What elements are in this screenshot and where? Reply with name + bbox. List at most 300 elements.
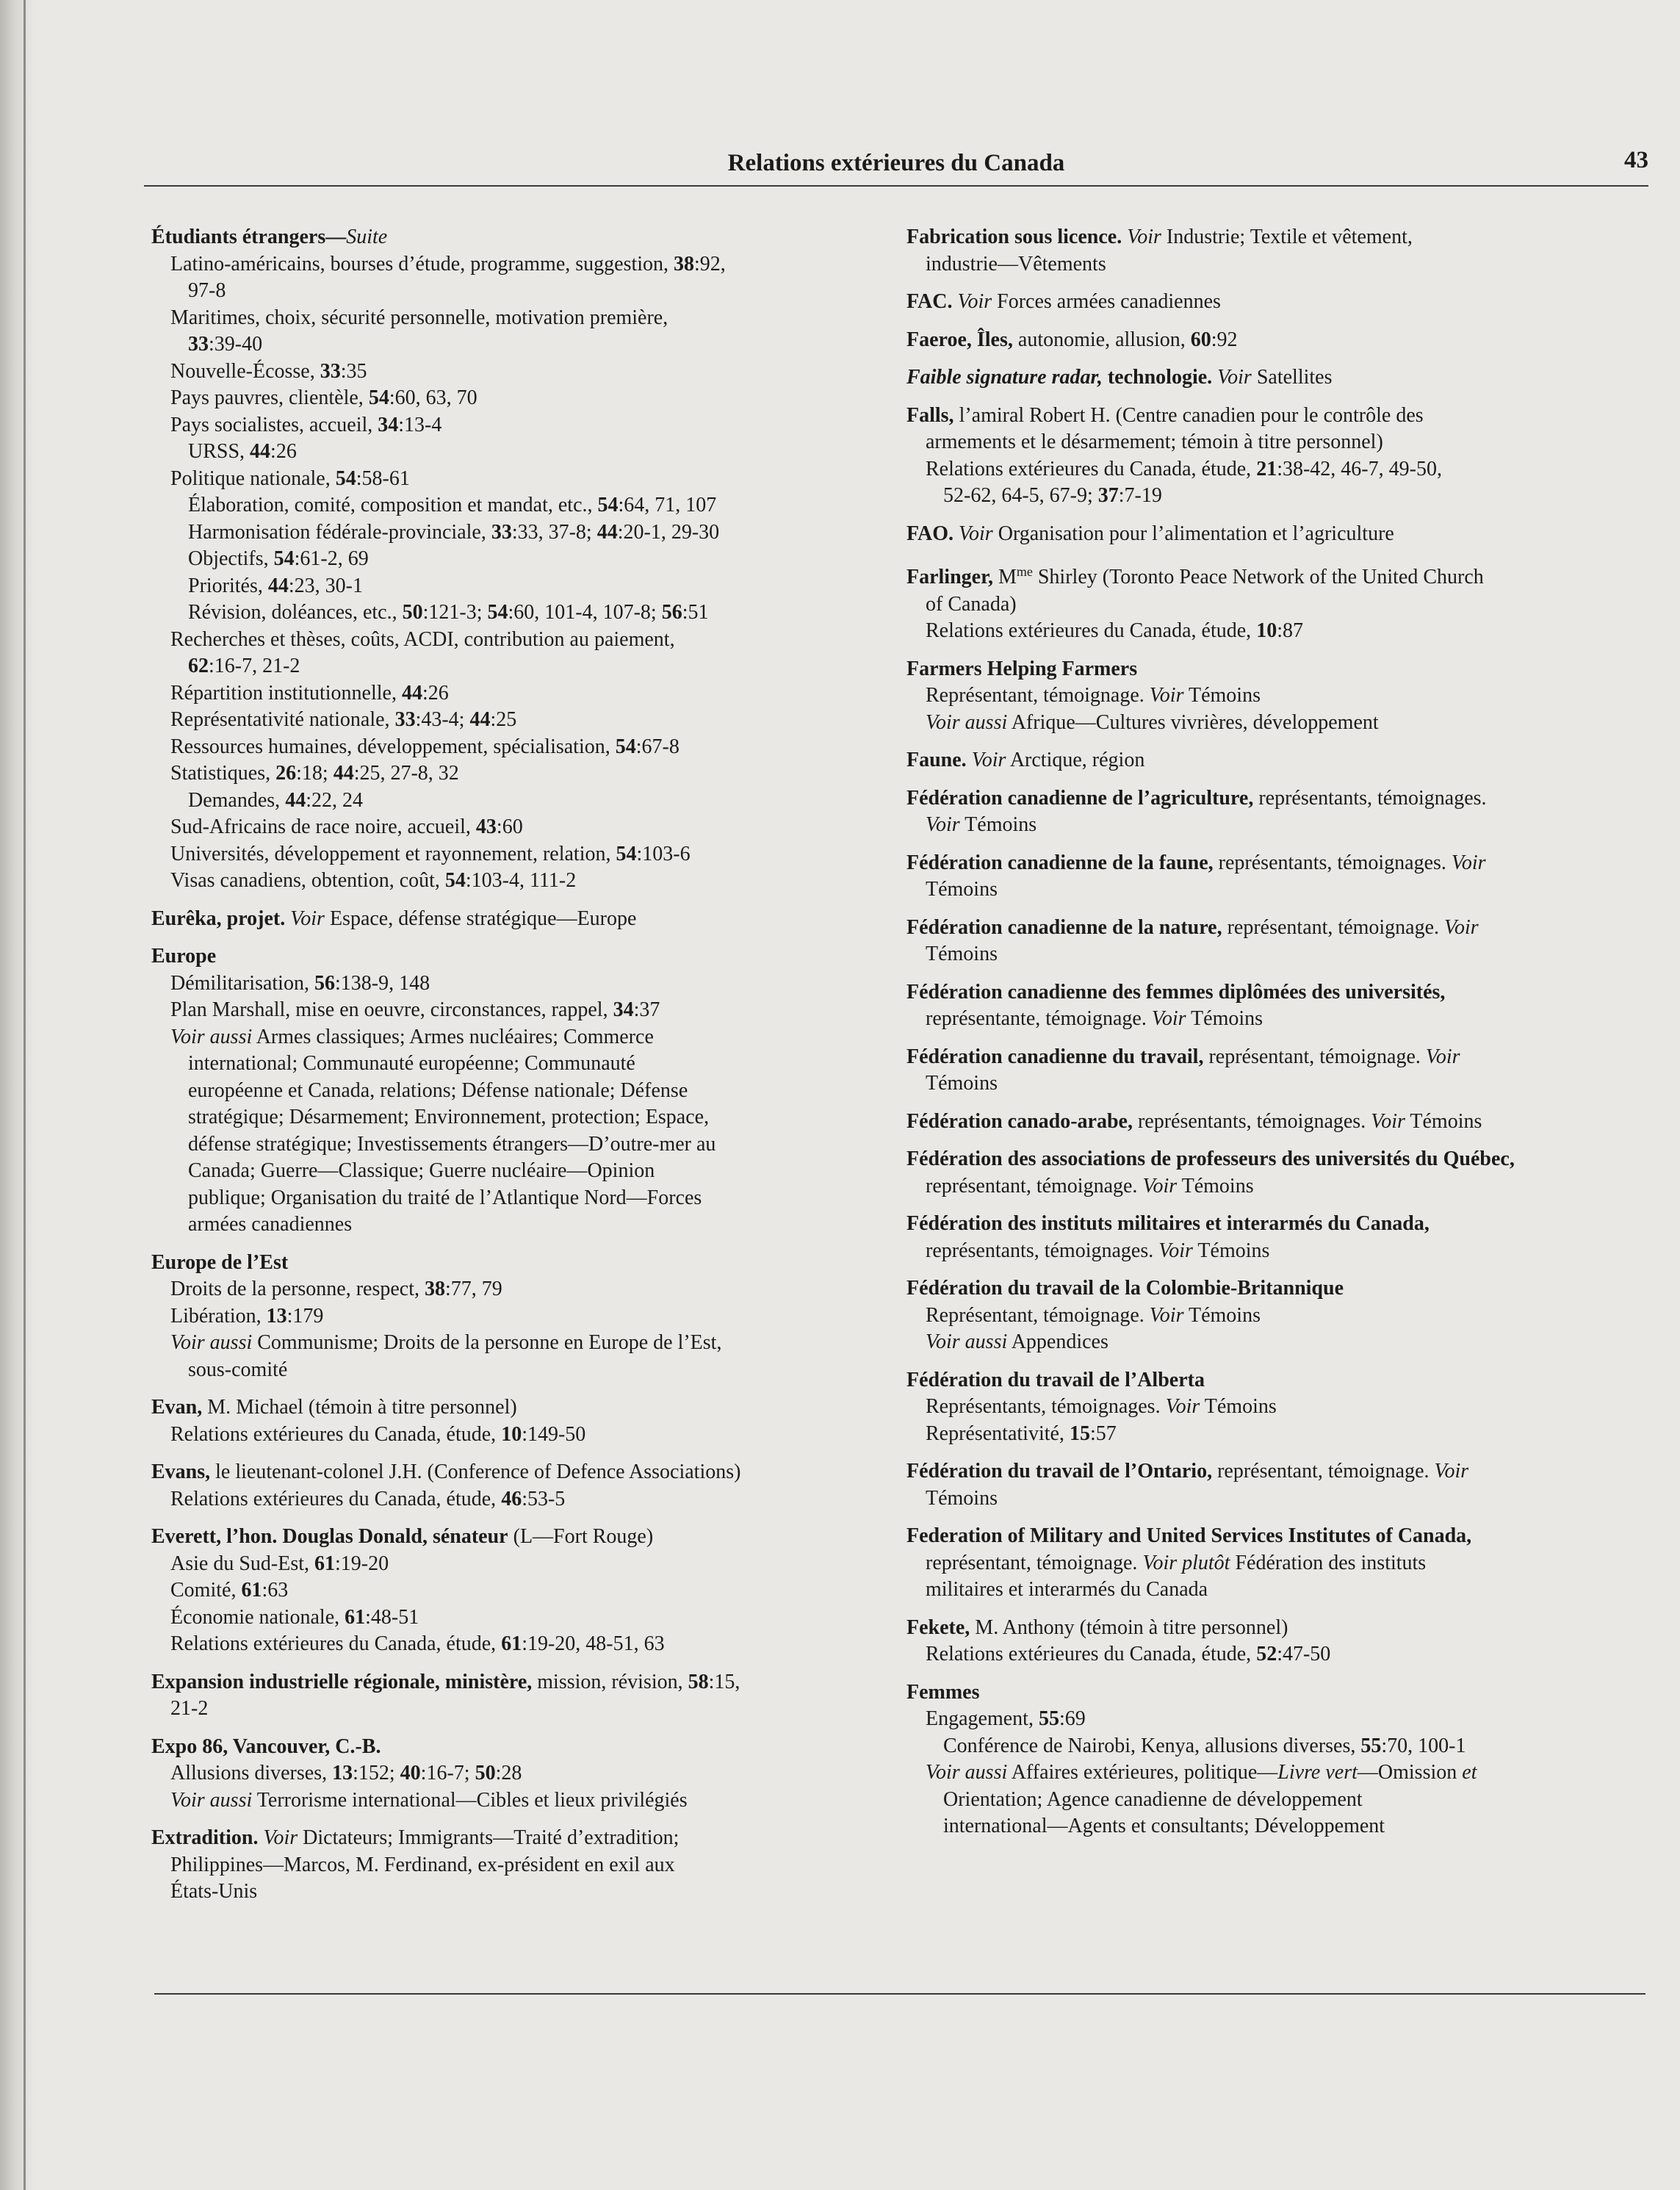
index-entry-line [906,618,1652,645]
index-term-bold: FAC. [906,290,953,313]
index-term-bold: Europe de l’Est [151,1250,289,1274]
index-term-italic: Voir [290,907,325,930]
index-term-bold: 62 [188,655,209,677]
index-text: Maritimes, choix, sécurité personnelle, motivation première, [170,306,668,329]
index-term-bold: 60 [1190,328,1211,351]
index-text: Témoins [1405,1109,1482,1133]
index-entry-line [906,429,1652,456]
index-entry-line [906,1211,1652,1238]
index-text: :25 [490,708,517,731]
index-text: :121-3; [422,601,488,624]
index-text: Témoins [1186,1007,1263,1030]
index-term-italic: Voir [1425,1045,1460,1068]
index-entry [906,1458,1652,1512]
index-text: Relations extérieures du Canada, étude, [170,1487,502,1510]
index-term-italic: Voir [959,522,993,545]
page-spine-line [24,0,26,2190]
index-term-bold: 15 [1069,1422,1090,1445]
index-text: Témoins [959,813,1037,836]
index-text: :60, 101-4, 107-8; [508,601,662,624]
index-term-bold: 52 [1256,1643,1277,1665]
index-entry-line [151,466,893,493]
index-text: Témoins [1200,1395,1277,1418]
index-term-bold: Fédération du travail de l’Ontario, [906,1460,1213,1483]
index-text: Industrie; Textile et vêtement, [1161,226,1413,248]
index-entry-line [906,1733,1652,1760]
index-entry-line [906,289,1652,316]
index-entry-line [906,1550,1652,1577]
index-entry-line [151,359,893,386]
index-entry-line [151,573,893,600]
index-entry [151,1250,893,1384]
index-entry-line [151,1879,893,1906]
index-term-italic: Voir [957,290,992,313]
index-term-bold: 54 [444,869,466,892]
index-text: :7-19 [1118,484,1162,507]
index-text: sous-comité [188,1358,288,1381]
index-entry-line [151,997,893,1024]
index-entry-line [151,1825,893,1852]
index-entry [906,1109,1652,1136]
index-entry-line [151,841,893,868]
index-entry [906,403,1652,510]
index-term-bold: Fédération du travail de l’Alberta [906,1368,1205,1391]
index-entry [906,915,1652,968]
index-text: Allusions diverses, [170,1762,333,1784]
index-text: Orientation; Agence canadienne de développement [943,1787,1363,1811]
index-entry-line [906,456,1652,483]
index-text: Témoins [926,1486,998,1510]
index-entry-line [906,224,1652,251]
index-text: Nouvelle-Écosse, [170,359,320,383]
index-term-italic: Voir [263,1826,298,1849]
index-text: Témoins [926,878,998,901]
index-entry-line [151,868,893,895]
page-number: 43 [1624,147,1648,173]
index-entry [906,327,1652,354]
index-text: représentant, témoignage. [1203,1045,1426,1068]
index-entry-line [906,1070,1652,1098]
index-term-italic: Voir plutôt [1142,1551,1230,1574]
index-text: :138-9, 148 [334,971,430,995]
index-entry [151,1524,893,1658]
index-term-bold: Federation of Military and United Services Institutes of Canada, [906,1524,1472,1547]
index-term-bold: 61 [241,1579,262,1602]
index-text: :69 [1059,1707,1086,1730]
index-term-italic: Voir [926,813,960,836]
index-text: Relations extérieures du Canada, étude, [926,1643,1257,1665]
index-text: :70, 100-1 [1381,1734,1466,1757]
index-text: Forces armées canadiennes [992,290,1221,313]
index-term-italic: Voir [1149,684,1184,707]
index-entry-line [151,1486,893,1513]
index-entry-line [906,483,1652,510]
index-entry-line [906,558,1652,591]
index-term-italic: Voir [1142,1174,1178,1197]
index-text: Conférence de Nairobi, Kenya, allusions diverses, [943,1734,1361,1757]
index-term-bold: 34 [613,998,634,1021]
index-text: Représentant, témoignage. [926,1303,1150,1327]
index-text: Universités, développement et rayonnement, relation, [170,842,616,865]
index-entry [151,1394,893,1448]
index-entry [151,1459,893,1513]
index-entry-line [151,1330,893,1357]
index-text: Recherches et thèses, coûts, ACDI, contribution au paiement, [170,627,675,651]
index-text: Latino-américains, bourses d’étude, programme, suggestion, [170,252,674,275]
index-term-bold: Fédération du travail de la Colombie-Britannique [906,1277,1344,1300]
index-text: international—Agents et consultants; Développement [943,1815,1385,1837]
index-entry-line [151,305,893,332]
index-entry-line [906,591,1652,619]
index-entry-line [906,785,1652,813]
index-text: Communisme; Droits de la personne en Europe de l’Est, [252,1331,722,1354]
index-term-bold: — [325,226,347,248]
index-term-bold: 34 [378,413,399,436]
index-term-bold: 54 [487,601,508,624]
index-entry-line [906,915,1652,942]
index-text: Espace, défense stratégique—Europe [324,907,637,930]
index-entry-line [151,412,893,439]
index-term-bold: 13 [266,1304,287,1328]
index-term-italic: Voir aussi [926,1761,1008,1784]
index-term-bold: 44 [267,574,289,597]
index-text: Pays socialistes, accueil, [170,413,378,436]
index-entry-line [906,979,1652,1006]
index-text: Relations extérieures du Canada, étude, [926,457,1257,480]
index-text: Relations extérieures du Canada, étude, [170,1632,502,1655]
index-term-italic: Voir [1149,1303,1184,1327]
index-text: Asie du Sud-Est, [170,1552,314,1575]
index-text: Relations extérieures du Canada, étude, [926,619,1257,642]
index-term-bold: 21 [1256,457,1277,480]
index-entry-line [906,1303,1652,1330]
index-text: Satellites [1251,366,1333,389]
index-text: :92, [694,252,726,275]
index-entry-line [151,627,893,654]
index-text: URSS, [188,440,250,463]
index-entry [151,906,893,933]
index-text: Politique nationale, [170,467,336,490]
index-entry-line [906,1485,1652,1513]
index-term-bold: Expo 86, Vancouver, C.-B. [151,1735,381,1758]
index-entry-line [906,1329,1652,1356]
index-entry-line [151,814,893,841]
index-text: Priorités, [188,574,268,597]
index-text: of Canada) [926,592,1017,616]
index-entry-line [151,1357,893,1384]
index-entry-line [151,519,893,547]
index-entry-line [906,747,1652,774]
index-text: Élaboration, comité, composition et mandat, etc., [188,494,598,516]
index-term-bold: 54 [273,547,295,570]
index-text: M [992,566,1017,588]
index-entry-line [151,1185,893,1212]
index-text: :19-20 [335,1552,389,1575]
index-term-italic: Voir aussi [926,710,1008,734]
index-text: Affaires extérieures, politique— [1007,1761,1278,1784]
index-term-bold: 44 [469,708,491,731]
index-term-bold: Extradition. [151,1826,259,1849]
index-term-bold: Fédération canado-arabe, [906,1109,1133,1133]
index-text: Représentativité, [926,1422,1070,1445]
index-text: représentants, témoignages. [1213,851,1452,874]
index-text: Arctique, région [1006,749,1145,771]
index-text: M. Anthony (témoin à titre personnel) [970,1616,1288,1639]
index-text: Sud-Africains de race noire, accueil, [170,815,476,838]
index-entry-line [906,876,1652,904]
index-entry-line [906,403,1652,430]
index-entry-line [151,1051,893,1078]
index-term-bold: 54 [615,735,636,758]
index-entry-line [151,734,893,761]
index-entry [906,1615,1652,1668]
index-entry [151,224,893,895]
index-text: :63 [262,1579,289,1602]
index-text: :26 [422,681,449,705]
index-term-bold: Étudiants étrangers [151,226,326,248]
index-term-bold: 56 [661,601,682,624]
index-entry-line [151,1104,893,1131]
index-entry-line [906,1421,1652,1448]
index-text: :103-6 [636,842,691,865]
index-text: Shirley (Toronto Peace Network of the United Church [1032,566,1484,588]
index-term-italic: Suite [346,226,388,248]
index-text: :18; [296,762,334,785]
index-term-bold: technologie. [1102,366,1213,389]
index-text: :149-50 [522,1422,586,1446]
index-entry-line [906,1006,1652,1033]
index-entry [906,785,1652,839]
index-entry-line [151,1024,893,1051]
index-entry [906,1367,1652,1448]
index-term-italic: Voir [1217,366,1252,389]
index-entry-line [906,1615,1652,1642]
index-text: Organisation pour l’alimentation et l’agriculture [992,522,1394,545]
index-entry-line [151,970,893,998]
index-term-bold: Femmes [906,1680,980,1704]
index-term-bold: 38 [674,252,695,275]
index-text: :16-7, 21-2 [209,655,300,677]
index-entry-line [906,1367,1652,1394]
index-entry-line [906,1523,1652,1550]
index-entry [151,1734,893,1815]
index-text: :67-8 [635,735,679,758]
index-entry-line [151,546,893,573]
index-text: Statistiques, [170,762,276,785]
header-title: Relations extérieures du Canada [727,150,1065,176]
index-text: :64, 71, 107 [618,494,717,516]
index-text: représentant, témoignage. [1212,1460,1435,1483]
index-term-bold: Fédération des instituts militaires et interarmés du Canada, [906,1212,1430,1235]
index-text: Afrique—Cultures vivrières, développement [1007,710,1379,734]
index-entry-line [151,251,893,278]
index-text: Engagement, [926,1707,1039,1730]
index-term-italic: Voir aussi [170,1331,253,1354]
index-term-bold: Farmers Helping Farmers [906,657,1138,680]
index-text: 52-62, 64-5, 67-9; [943,484,1098,507]
index-text: Objectifs, [188,547,274,570]
index-text: Libération, [170,1304,267,1328]
index-text: Démilitarisation, [170,971,314,995]
index-term-bold: 46 [501,1487,522,1510]
index-term-bold: 33 [491,520,512,544]
index-text: :22, 24 [306,788,363,812]
index-text: représentante, témoignage. [926,1007,1152,1030]
index-term-bold: 54 [335,467,356,490]
index-term-italic: Voir [1165,1395,1200,1418]
index-entry-line [151,1604,893,1632]
index-term-bold: 61 [314,1552,335,1575]
index-entry-line [151,680,893,707]
index-entry [906,1211,1652,1264]
index-term-italic: Voir [1434,1460,1469,1483]
index-entry-line [151,439,893,466]
index-entry-line [906,1641,1652,1668]
header-rule [144,185,1648,187]
index-entry-line [151,1250,893,1277]
index-entry-line [906,1706,1652,1733]
index-text: Philippines—Marcos, M. Ferdinand, ex-président en exil aux [170,1853,675,1876]
index-text: :51 [682,601,709,624]
index-entry [906,521,1652,548]
index-text: :58-61 [356,467,410,490]
index-column-left [151,224,893,1917]
index-text: Témoins [926,943,998,965]
index-entry [151,943,893,1239]
index-text: Représentativité nationale, [170,708,395,731]
index-text: Témoins [1183,684,1261,707]
index-entry-line [906,1173,1652,1200]
index-text: :28 [495,1762,522,1784]
index-entry-line [151,1551,893,1578]
index-text: :53-5 [522,1487,566,1510]
index-term-bold: Europe [151,945,217,968]
index-text: Armes classiques; Armes nucléaires; Commerce [252,1025,654,1048]
index-entry-line [906,327,1652,354]
index-term-bold: 44 [596,520,618,544]
index-text: défense stratégique; Investissements étrangers—D’outre-mer au [188,1132,716,1156]
index-entry [906,1679,1652,1840]
index-text: :20-1, 29-30 [617,520,720,544]
index-entry-line [906,521,1652,548]
index-term-italic: Voir [1158,1239,1193,1262]
index-entry-line [151,1078,893,1105]
index-text: Terrorisme international—Cibles et lieux privilégiés [252,1788,688,1812]
index-term-bold: Farlinger, [906,566,993,588]
index-column-right [906,224,1652,1851]
index-text: :26 [270,440,297,463]
index-text: M. Michael (témoin à titre personnel) [202,1396,517,1419]
index-entry-line [151,492,893,519]
index-term-italic: Voir aussi [170,1788,253,1812]
index-text: (L—Fort Rouge) [508,1525,654,1548]
index-text: Canada; Guerre—Classique; Guerre nucléaire—Opinion [188,1159,655,1182]
index-term-bold: 10 [501,1422,522,1446]
index-term-bold: 55 [1360,1734,1382,1757]
index-term-italic: Voir [1127,226,1161,248]
index-entry-line [151,760,893,788]
index-text: Comité, [170,1579,242,1602]
index-term-bold: 44 [333,762,354,785]
index-entry-line [151,224,893,251]
index-entry-line [906,1577,1652,1604]
index-term-bold: 13 [332,1762,353,1784]
index-text: autonomie, allusion, [1012,328,1191,351]
index-entry-line [906,1679,1652,1707]
index-text: :103-4, 111-2 [465,869,577,892]
index-term-bold: 61 [345,1605,366,1629]
index-text: européenne et Canada, relations; Défense nationale; Défense [188,1078,688,1102]
index-term-bold: 54 [616,842,637,865]
index-text: :92 [1211,328,1238,351]
index-entry [906,1146,1652,1200]
index-term-bold: Eurêka, projet. [151,907,286,930]
index-term-bold: 50 [475,1762,496,1784]
index-term-bold: Fabrication sous licence. [906,226,1122,248]
index-term-bold: 58 [688,1670,709,1693]
index-entry [906,1275,1652,1356]
index-entry-line [151,1852,893,1879]
index-text: représentant, témoignage. [1222,915,1445,939]
index-text: Révision, doléances, etc., [188,601,403,624]
index-text: mission, révision, [532,1670,688,1693]
index-text: Relations extérieures du Canada, étude, [170,1422,502,1446]
index-entry [151,1825,893,1906]
index-text: représentant, témoignage. [926,1174,1143,1197]
index-term-bold: Evan, [151,1396,203,1419]
index-entry-line [906,812,1652,839]
index-text: 21-2 [170,1697,209,1720]
index-entry-line [906,1787,1652,1814]
index-text: Économie nationale, [170,1605,345,1629]
index-term-bold: 26 [275,762,297,785]
index-entry-line [151,1131,893,1159]
footer-rule [154,1993,1645,1995]
index-text: stratégique; Désarmement; Environnement, protection; Espace, [188,1106,710,1128]
index-entry [906,747,1652,774]
index-text: :60, 63, 70 [389,386,477,409]
index-term-italic: Voir [1151,1007,1186,1030]
index-text [967,749,972,771]
index-entry [906,558,1652,645]
index-term-bold: Everett, l’hon. Douglas Donald, sénateur [151,1525,508,1548]
index-text: :19-20, 48-51, 63 [522,1632,665,1655]
index-text: :47-50 [1277,1643,1331,1665]
index-entry-line [151,278,893,305]
index-entry [151,1669,893,1723]
index-text: me [1016,564,1033,579]
index-entry-line [906,1275,1652,1303]
index-text: Témoins [926,1072,998,1095]
index-text: Représentant, témoignage. [926,684,1150,707]
index-entry-line [151,1631,893,1658]
index-text: armements et le désarmement; témoin à titre personnel) [926,431,1383,453]
index-text: le lieutenant-colonel J.H. (Conference of Defence Associations) [210,1460,741,1483]
index-term-bold: Fédération canadienne des femmes diplômées des universités, [906,980,1446,1004]
index-entry-line [151,1211,893,1239]
index-entry-line [906,1146,1652,1173]
index-entry-line [151,1577,893,1604]
index-text: :57 [1089,1422,1117,1445]
index-text: l’amiral Robert H. (Centre canadien pour le contrôle des [953,403,1424,427]
index-term-bold: Falls, [906,403,954,427]
index-text: Ressources humaines, développement, spécialisation, [170,735,616,758]
index-term-italic: Voir [1444,915,1479,939]
index-text: Dictateurs; Immigrants—Traité d’extradition; [298,1826,679,1849]
index-entry-line [906,1238,1652,1265]
index-text: représentants, témoignages. [926,1239,1159,1262]
index-text: Demandes, [188,788,286,812]
